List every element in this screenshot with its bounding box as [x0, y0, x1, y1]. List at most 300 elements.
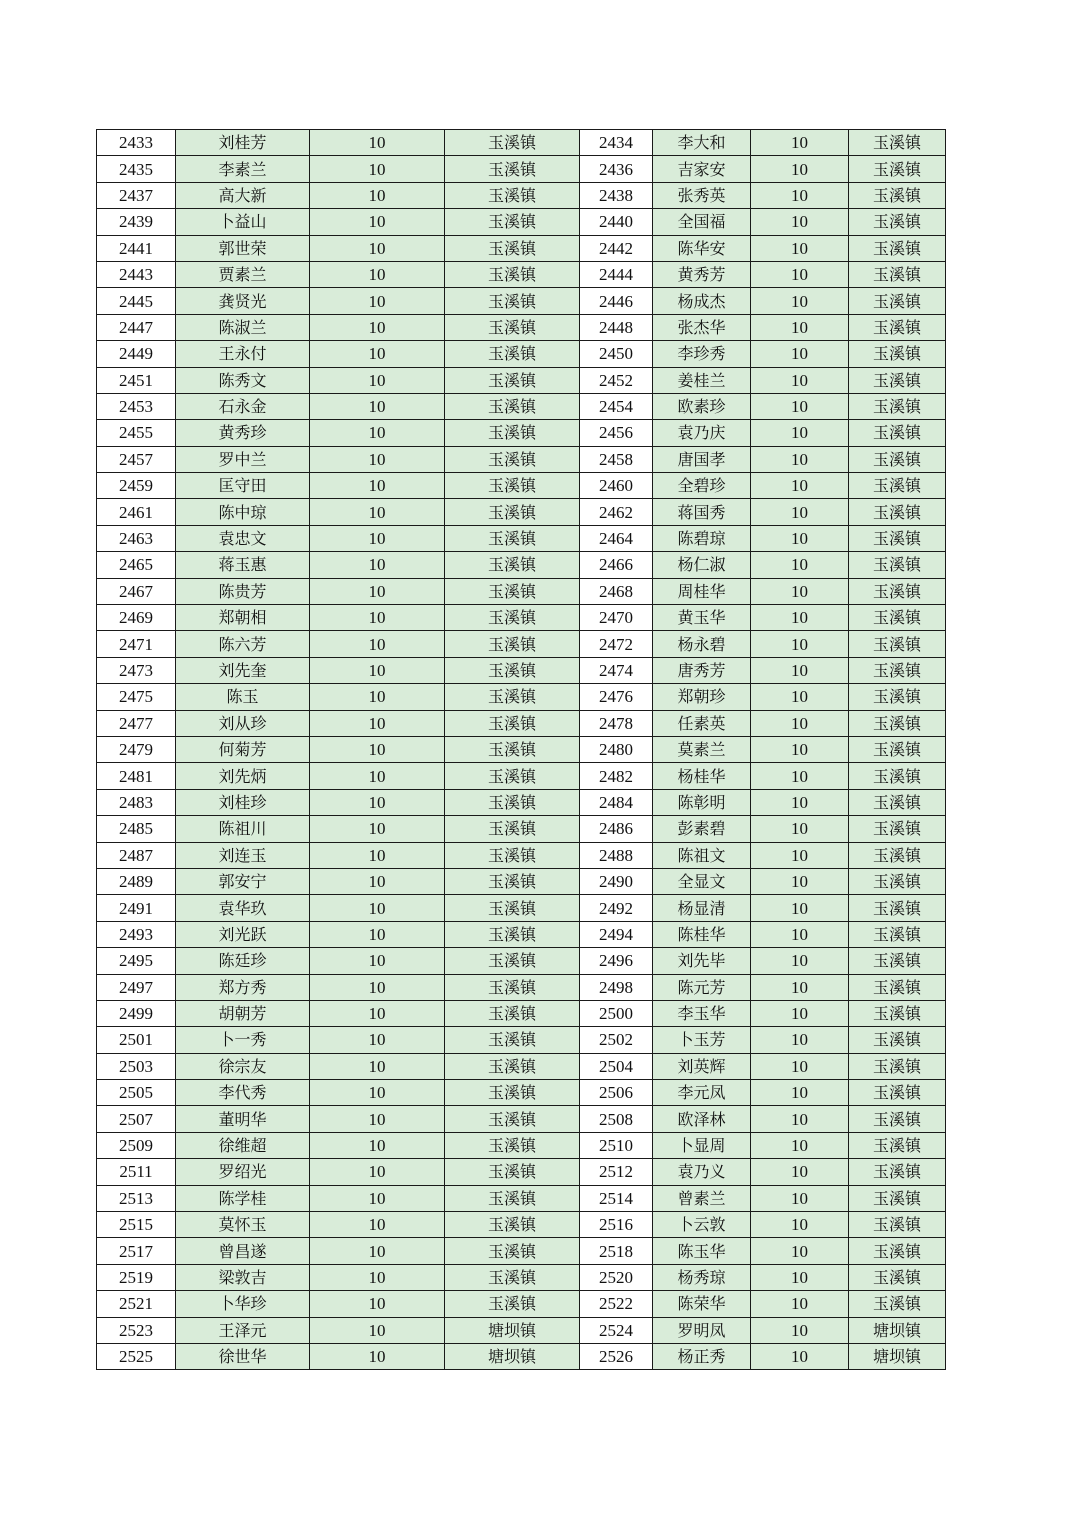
town-cell: 玉溪镇: [849, 1080, 946, 1106]
id-cell: 2503: [97, 1053, 176, 1079]
id-cell: 2520: [580, 1264, 653, 1290]
town-cell: 玉溪镇: [445, 948, 580, 974]
amount-cell: 10: [310, 182, 445, 208]
id-cell: 2499: [97, 1000, 176, 1026]
town-cell: 玉溪镇: [849, 1000, 946, 1026]
amount-cell: 10: [751, 868, 849, 894]
amount-cell: 10: [751, 736, 849, 762]
table-row: [97, 789, 946, 815]
table-row: [97, 710, 946, 736]
name-cell: 刘连玉: [176, 842, 310, 868]
amount-cell: 10: [310, 209, 445, 235]
table-row: [97, 1343, 946, 1369]
table-row: [97, 156, 946, 182]
id-cell: 2458: [580, 446, 653, 472]
amount-cell: 10: [751, 552, 849, 578]
amount-cell: 10: [751, 1264, 849, 1290]
id-cell: 2476: [580, 684, 653, 710]
amount-cell: 10: [751, 393, 849, 419]
name-cell: 刘先毕: [653, 948, 751, 974]
town-cell: 玉溪镇: [849, 895, 946, 921]
name-cell: 郑方秀: [176, 974, 310, 1000]
amount-cell: 10: [751, 420, 849, 446]
id-cell: 2512: [580, 1159, 653, 1185]
name-cell: 卜一秀: [176, 1027, 310, 1053]
table-row: [97, 868, 946, 894]
amount-cell: 10: [751, 130, 849, 156]
amount-cell: 10: [310, 868, 445, 894]
name-cell: 姜桂兰: [653, 367, 751, 393]
id-cell: 2473: [97, 657, 176, 683]
amount-cell: 10: [310, 763, 445, 789]
name-cell: 石永金: [176, 393, 310, 419]
town-cell: 玉溪镇: [445, 657, 580, 683]
name-cell: 贾素兰: [176, 261, 310, 287]
town-cell: 玉溪镇: [445, 895, 580, 921]
id-cell: 2479: [97, 736, 176, 762]
town-cell: 玉溪镇: [849, 525, 946, 551]
table-row: [97, 736, 946, 762]
table-row: [97, 1264, 946, 1290]
id-cell: 2492: [580, 895, 653, 921]
amount-cell: 10: [310, 1159, 445, 1185]
id-cell: 2504: [580, 1053, 653, 1079]
amount-cell: 10: [751, 314, 849, 340]
amount-cell: 10: [751, 605, 849, 631]
amount-cell: 10: [310, 367, 445, 393]
id-cell: 2510: [580, 1132, 653, 1158]
amount-cell: 10: [751, 1080, 849, 1106]
name-cell: 郭安宁: [176, 868, 310, 894]
amount-cell: 10: [751, 367, 849, 393]
name-cell: 欧泽林: [653, 1106, 751, 1132]
table-row: [97, 1185, 946, 1211]
amount-cell: 10: [310, 657, 445, 683]
name-cell: 刘英辉: [653, 1053, 751, 1079]
town-cell: 玉溪镇: [849, 1212, 946, 1238]
id-cell: 2515: [97, 1212, 176, 1238]
id-cell: 2454: [580, 393, 653, 419]
id-cell: 2475: [97, 684, 176, 710]
amount-cell: 10: [310, 288, 445, 314]
table-row: [97, 895, 946, 921]
table-row: [97, 341, 946, 367]
id-cell: 2517: [97, 1238, 176, 1264]
id-cell: 2480: [580, 736, 653, 762]
amount-cell: 10: [310, 736, 445, 762]
town-cell: 玉溪镇: [849, 921, 946, 947]
table-row: [97, 921, 946, 947]
amount-cell: 10: [751, 473, 849, 499]
amount-cell: 10: [751, 631, 849, 657]
id-cell: 2449: [97, 341, 176, 367]
id-cell: 2523: [97, 1317, 176, 1343]
table-row: [97, 1238, 946, 1264]
amount-cell: 10: [310, 156, 445, 182]
town-cell: 玉溪镇: [445, 974, 580, 1000]
town-cell: 玉溪镇: [849, 868, 946, 894]
name-cell: 全国福: [653, 209, 751, 235]
town-cell: 玉溪镇: [445, 130, 580, 156]
town-cell: 玉溪镇: [445, 156, 580, 182]
table-row: [97, 420, 946, 446]
table-row: [97, 578, 946, 604]
id-cell: 2485: [97, 816, 176, 842]
id-cell: 2487: [97, 842, 176, 868]
town-cell: 玉溪镇: [445, 684, 580, 710]
id-cell: 2435: [97, 156, 176, 182]
table-row: [97, 657, 946, 683]
town-cell: 玉溪镇: [849, 631, 946, 657]
id-cell: 2457: [97, 446, 176, 472]
amount-cell: 10: [310, 1132, 445, 1158]
name-cell: 郑朝相: [176, 605, 310, 631]
amount-cell: 10: [310, 1264, 445, 1290]
name-cell: 陈中琼: [176, 499, 310, 525]
amount-cell: 10: [751, 1317, 849, 1343]
table-row: [97, 314, 946, 340]
name-cell: 李玉华: [653, 1000, 751, 1026]
name-cell: 陈秀文: [176, 367, 310, 393]
town-cell: 玉溪镇: [445, 1080, 580, 1106]
town-cell: 玉溪镇: [849, 446, 946, 472]
table-row: [97, 763, 946, 789]
name-cell: 陈学桂: [176, 1185, 310, 1211]
id-cell: 2505: [97, 1080, 176, 1106]
town-cell: 玉溪镇: [849, 763, 946, 789]
table-row: [97, 499, 946, 525]
name-cell: 唐秀芳: [653, 657, 751, 683]
id-cell: 2513: [97, 1185, 176, 1211]
amount-cell: 10: [751, 288, 849, 314]
amount-cell: 10: [310, 420, 445, 446]
id-cell: 2506: [580, 1080, 653, 1106]
name-cell: 陈玉华: [653, 1238, 751, 1264]
amount-cell: 10: [310, 473, 445, 499]
amount-cell: 10: [310, 1053, 445, 1079]
name-cell: 袁忠文: [176, 525, 310, 551]
name-cell: 莫素兰: [653, 736, 751, 762]
name-cell: 陈廷珍: [176, 948, 310, 974]
name-cell: 陈元芳: [653, 974, 751, 1000]
town-cell: 塘坝镇: [445, 1317, 580, 1343]
amount-cell: 10: [310, 1106, 445, 1132]
amount-cell: 10: [751, 789, 849, 815]
name-cell: 罗绍光: [176, 1159, 310, 1185]
id-cell: 2472: [580, 631, 653, 657]
amount-cell: 10: [751, 1291, 849, 1317]
name-cell: 陈祖文: [653, 842, 751, 868]
table-row: [97, 1212, 946, 1238]
town-cell: 玉溪镇: [849, 1185, 946, 1211]
amount-cell: 10: [310, 1027, 445, 1053]
town-cell: 玉溪镇: [849, 1159, 946, 1185]
id-cell: 2497: [97, 974, 176, 1000]
id-cell: 2526: [580, 1343, 653, 1369]
amount-cell: 10: [310, 1291, 445, 1317]
town-cell: 塘坝镇: [849, 1343, 946, 1369]
town-cell: 玉溪镇: [849, 578, 946, 604]
name-cell: 袁华玖: [176, 895, 310, 921]
id-cell: 2444: [580, 261, 653, 287]
amount-cell: 10: [751, 763, 849, 789]
id-cell: 2466: [580, 552, 653, 578]
id-cell: 2474: [580, 657, 653, 683]
amount-cell: 10: [310, 499, 445, 525]
table-row: [97, 209, 946, 235]
id-cell: 2477: [97, 710, 176, 736]
id-cell: 2484: [580, 789, 653, 815]
table-row: [97, 842, 946, 868]
amount-cell: 10: [310, 1317, 445, 1343]
id-cell: 2448: [580, 314, 653, 340]
id-cell: 2494: [580, 921, 653, 947]
name-cell: 卜玉芳: [653, 1027, 751, 1053]
town-cell: 玉溪镇: [445, 367, 580, 393]
amount-cell: 10: [751, 1027, 849, 1053]
amount-cell: 10: [310, 261, 445, 287]
id-cell: 2462: [580, 499, 653, 525]
town-cell: 玉溪镇: [849, 473, 946, 499]
id-cell: 2463: [97, 525, 176, 551]
amount-cell: 10: [310, 525, 445, 551]
id-cell: 2496: [580, 948, 653, 974]
table-row: [97, 816, 946, 842]
id-cell: 2483: [97, 789, 176, 815]
amount-cell: 10: [751, 1053, 849, 1079]
id-cell: 2490: [580, 868, 653, 894]
town-cell: 玉溪镇: [445, 736, 580, 762]
town-cell: 玉溪镇: [445, 842, 580, 868]
town-cell: 塘坝镇: [849, 1317, 946, 1343]
name-cell: 黄秀芳: [653, 261, 751, 287]
table-row: [97, 605, 946, 631]
name-cell: 徐宗友: [176, 1053, 310, 1079]
name-cell: 徐世华: [176, 1343, 310, 1369]
town-cell: 玉溪镇: [849, 948, 946, 974]
name-cell: 王永付: [176, 341, 310, 367]
name-cell: 张秀英: [653, 182, 751, 208]
id-cell: 2442: [580, 235, 653, 261]
town-cell: 玉溪镇: [445, 261, 580, 287]
town-cell: 塘坝镇: [445, 1343, 580, 1369]
amount-cell: 10: [310, 1212, 445, 1238]
name-cell: 刘先奎: [176, 657, 310, 683]
id-cell: 2447: [97, 314, 176, 340]
table-row: [97, 552, 946, 578]
name-cell: 任素英: [653, 710, 751, 736]
id-cell: 2436: [580, 156, 653, 182]
id-cell: 2439: [97, 209, 176, 235]
id-cell: 2469: [97, 605, 176, 631]
town-cell: 玉溪镇: [849, 209, 946, 235]
amount-cell: 10: [310, 842, 445, 868]
table-row: [97, 473, 946, 499]
name-cell: 陈碧琼: [653, 525, 751, 551]
town-cell: 玉溪镇: [445, 1264, 580, 1290]
name-cell: 郭世荣: [176, 235, 310, 261]
id-cell: 2461: [97, 499, 176, 525]
town-cell: 玉溪镇: [445, 1053, 580, 1079]
town-cell: 玉溪镇: [445, 578, 580, 604]
town-cell: 玉溪镇: [849, 552, 946, 578]
name-cell: 刘桂芳: [176, 130, 310, 156]
id-cell: 2491: [97, 895, 176, 921]
name-cell: 龚贤光: [176, 288, 310, 314]
id-cell: 2519: [97, 1264, 176, 1290]
amount-cell: 10: [310, 235, 445, 261]
town-cell: 玉溪镇: [849, 1132, 946, 1158]
amount-cell: 10: [751, 499, 849, 525]
table-row: [97, 1053, 946, 1079]
town-cell: 玉溪镇: [849, 1291, 946, 1317]
amount-cell: 10: [751, 446, 849, 472]
name-cell: 杨仁淑: [653, 552, 751, 578]
table-row: [97, 974, 946, 1000]
table-row: [97, 631, 946, 657]
amount-cell: 10: [310, 816, 445, 842]
town-cell: 玉溪镇: [445, 446, 580, 472]
town-cell: 玉溪镇: [445, 235, 580, 261]
town-cell: 玉溪镇: [445, 525, 580, 551]
town-cell: 玉溪镇: [445, 182, 580, 208]
name-cell: 杨成杰: [653, 288, 751, 314]
id-cell: 2460: [580, 473, 653, 499]
id-cell: 2464: [580, 525, 653, 551]
name-cell: 周桂华: [653, 578, 751, 604]
id-cell: 2486: [580, 816, 653, 842]
table-row: [97, 130, 946, 156]
town-cell: 玉溪镇: [445, 499, 580, 525]
amount-cell: 10: [751, 895, 849, 921]
id-cell: 2445: [97, 288, 176, 314]
town-cell: 玉溪镇: [849, 367, 946, 393]
id-cell: 2509: [97, 1132, 176, 1158]
amount-cell: 10: [751, 578, 849, 604]
town-cell: 玉溪镇: [849, 261, 946, 287]
id-cell: 2441: [97, 235, 176, 261]
town-cell: 玉溪镇: [849, 842, 946, 868]
town-cell: 玉溪镇: [849, 605, 946, 631]
town-cell: 玉溪镇: [445, 631, 580, 657]
name-cell: 杨显清: [653, 895, 751, 921]
amount-cell: 10: [751, 209, 849, 235]
town-cell: 玉溪镇: [445, 1106, 580, 1132]
id-cell: 2468: [580, 578, 653, 604]
amount-cell: 10: [310, 974, 445, 1000]
table-row: [97, 235, 946, 261]
town-cell: 玉溪镇: [445, 1159, 580, 1185]
id-cell: 2525: [97, 1343, 176, 1369]
town-cell: 玉溪镇: [445, 816, 580, 842]
table-row: [97, 684, 946, 710]
table-row: [97, 1317, 946, 1343]
town-cell: 玉溪镇: [849, 816, 946, 842]
town-cell: 玉溪镇: [445, 1185, 580, 1211]
id-cell: 2438: [580, 182, 653, 208]
id-cell: 2440: [580, 209, 653, 235]
id-cell: 2471: [97, 631, 176, 657]
town-cell: 玉溪镇: [445, 921, 580, 947]
name-cell: 卜益山: [176, 209, 310, 235]
roster-table-body: [97, 130, 946, 1370]
table-row: [97, 367, 946, 393]
id-cell: 2514: [580, 1185, 653, 1211]
table-row: [97, 1132, 946, 1158]
town-cell: 玉溪镇: [849, 1238, 946, 1264]
table-row: [97, 525, 946, 551]
amount-cell: 10: [310, 552, 445, 578]
amount-cell: 10: [751, 657, 849, 683]
roster-table: [96, 129, 946, 1370]
amount-cell: 10: [310, 446, 445, 472]
id-cell: 2502: [580, 1027, 653, 1053]
name-cell: 陈祖川: [176, 816, 310, 842]
id-cell: 2482: [580, 763, 653, 789]
amount-cell: 10: [751, 684, 849, 710]
name-cell: 匡守田: [176, 473, 310, 499]
name-cell: 张杰华: [653, 314, 751, 340]
town-cell: 玉溪镇: [445, 552, 580, 578]
id-cell: 2516: [580, 1212, 653, 1238]
amount-cell: 10: [751, 710, 849, 736]
amount-cell: 10: [751, 1000, 849, 1026]
name-cell: 杨正秀: [653, 1343, 751, 1369]
id-cell: 2450: [580, 341, 653, 367]
name-cell: 罗明凤: [653, 1317, 751, 1343]
town-cell: 玉溪镇: [445, 473, 580, 499]
town-cell: 玉溪镇: [849, 288, 946, 314]
id-cell: 2488: [580, 842, 653, 868]
amount-cell: 10: [310, 684, 445, 710]
name-cell: 唐国孝: [653, 446, 751, 472]
table-row: [97, 288, 946, 314]
name-cell: 全碧珍: [653, 473, 751, 499]
name-cell: 何菊芳: [176, 736, 310, 762]
id-cell: 2493: [97, 921, 176, 947]
name-cell: 杨秀琼: [653, 1264, 751, 1290]
town-cell: 玉溪镇: [849, 235, 946, 261]
id-cell: 2455: [97, 420, 176, 446]
town-cell: 玉溪镇: [445, 393, 580, 419]
amount-cell: 10: [310, 1080, 445, 1106]
id-cell: 2478: [580, 710, 653, 736]
name-cell: 黄玉华: [653, 605, 751, 631]
amount-cell: 10: [310, 789, 445, 815]
name-cell: 彭素碧: [653, 816, 751, 842]
table-row: [97, 182, 946, 208]
amount-cell: 10: [310, 1238, 445, 1264]
name-cell: 胡朝芳: [176, 1000, 310, 1026]
name-cell: 董明华: [176, 1106, 310, 1132]
name-cell: 黄秀珍: [176, 420, 310, 446]
amount-cell: 10: [310, 314, 445, 340]
name-cell: 蒋国秀: [653, 499, 751, 525]
name-cell: 蒋玉惠: [176, 552, 310, 578]
id-cell: 2521: [97, 1291, 176, 1317]
town-cell: 玉溪镇: [445, 1238, 580, 1264]
town-cell: 玉溪镇: [445, 341, 580, 367]
town-cell: 玉溪镇: [849, 130, 946, 156]
name-cell: 陈玉: [176, 684, 310, 710]
id-cell: 2465: [97, 552, 176, 578]
town-cell: 玉溪镇: [445, 1000, 580, 1026]
id-cell: 2446: [580, 288, 653, 314]
amount-cell: 10: [751, 1343, 849, 1369]
amount-cell: 10: [751, 974, 849, 1000]
id-cell: 2452: [580, 367, 653, 393]
name-cell: 陈六芳: [176, 631, 310, 657]
